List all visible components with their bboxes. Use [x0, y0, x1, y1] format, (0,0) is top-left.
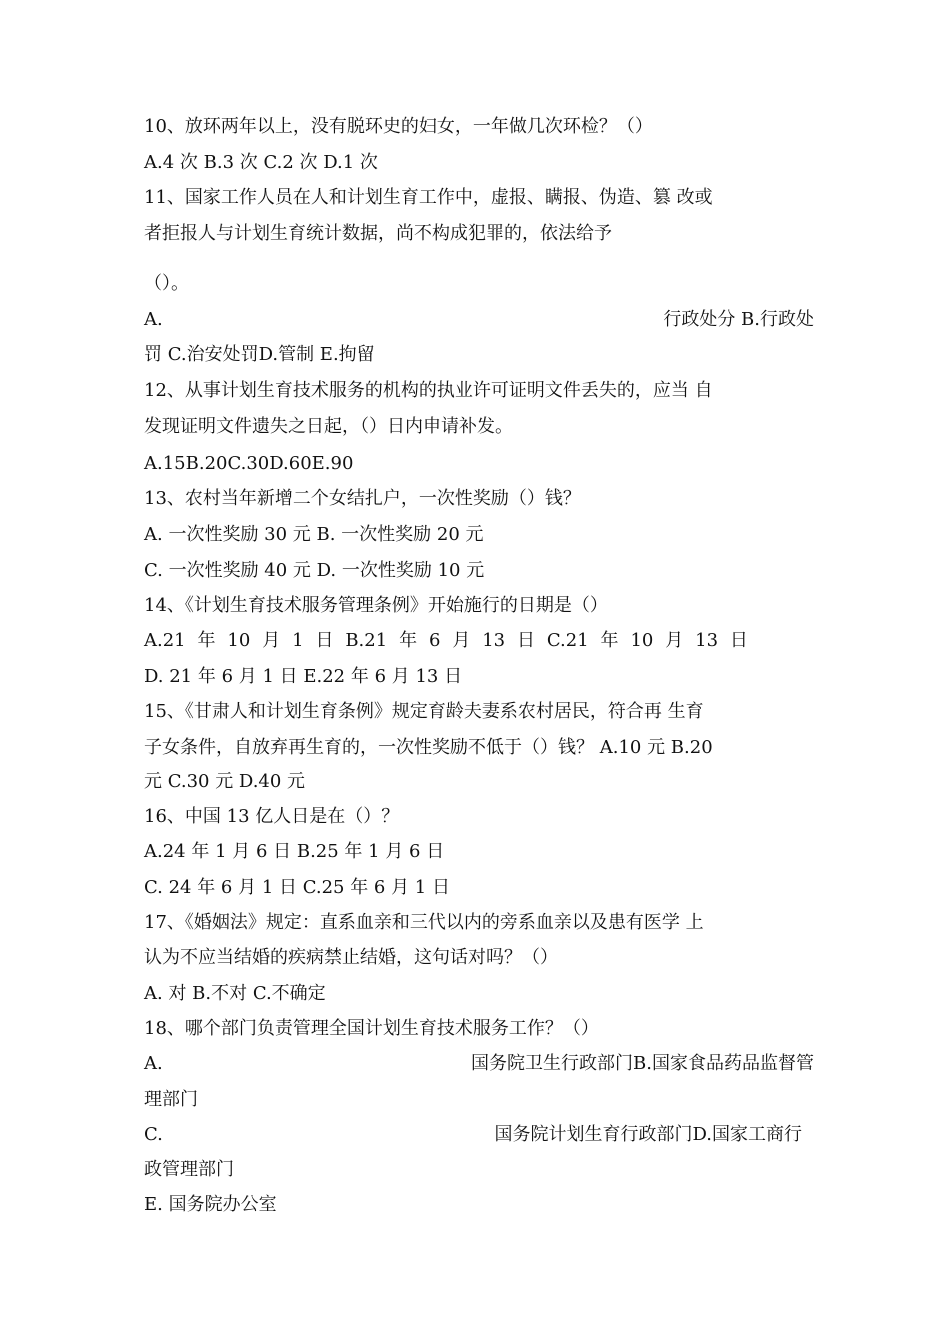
question-13-options-line-2: C. 一次性奖励 40 元 D. 一次性奖励 10 元 — [144, 560, 485, 581]
option-token: 10 — [630, 630, 654, 651]
question-18-stem: 18、哪个部门负责管理全国计划生育技术服务工作？（） — [144, 1018, 599, 1039]
question-15-options: 元 C.30 元 D.40 元 — [144, 771, 306, 792]
question-14-options-line-1 — [144, 629, 748, 653]
question-10-options: A.4 次 B.3 次 C.2 次 D.1 次 — [144, 152, 378, 173]
option-token: 月 — [452, 630, 471, 651]
option-token: 日 — [315, 630, 334, 651]
question-14-stem: 14、《计划生育技术服务管理条例》开始施行的日期是（） — [144, 595, 608, 616]
option-token: 日 — [729, 630, 748, 651]
option-token: 月 — [262, 630, 281, 651]
question-15-stem-line-2: 子女条件，自放弃再生育的，一次性奖励不低于（）钱？ A.10 元 B.20 — [144, 737, 713, 758]
option-text: 行政处分 B.行政处 — [663, 309, 814, 330]
option-token: A.21 — [144, 630, 186, 651]
option-label: A. — [144, 309, 163, 330]
question-17-stem-line-1: 17、《婚姻法》规定：直系血亲和三代以内的旁系血亲以及患有医学 上 — [144, 912, 704, 933]
question-18-options-line-3 — [144, 1123, 802, 1147]
question-18-options-line-2: 理部门 — [144, 1089, 198, 1110]
question-10-stem: 10、放环两年以上，没有脱环史的妇女，一年做几次环检？（） — [144, 116, 653, 137]
option-token: 13 — [695, 630, 719, 651]
question-13-options-line-1: A. 一次性奖励 30 元 B. 一次性奖励 20 元 — [144, 524, 484, 545]
option-text: 国务院计划生育行政部门D.国家工商行 — [494, 1124, 802, 1145]
question-16-stem: 16、中国 13 亿人日是在（）？ — [144, 806, 400, 827]
question-18-options-line-1 — [144, 1052, 814, 1076]
question-17-stem-line-2: 认为不应当结婚的疾病禁止结婚，这句话对吗？（） — [144, 947, 558, 968]
option-token: 1 — [292, 630, 304, 651]
question-18-options-line-5: E. 国务院办公室 — [144, 1194, 277, 1215]
question-13-stem: 13、农村当年新增二个女结扎户，一次性奖励（）钱？ — [144, 488, 581, 509]
option-token: 月 — [665, 630, 684, 651]
option-token: 6 — [428, 630, 441, 651]
option-label: C. — [144, 1124, 163, 1145]
option-label: A. — [144, 1053, 163, 1074]
question-12-stem-line-2: 发现证明文件遗失之日起，（）日内申请补发。 — [144, 416, 513, 437]
question-16-options-line-1: A.24 年 1 月 6 日 B.25 年 1 月 6 日 — [144, 841, 445, 862]
question-11-stem-line-1: 11、国家工作人员在人和计划生育工作中，虚报、瞒报、伪造、篡 改或 — [144, 187, 713, 208]
option-token: 年 — [600, 630, 619, 651]
question-11-stem-line-3: （）。 — [144, 273, 189, 294]
question-17-options: A. 对 B.不对 C.不确定 — [144, 983, 326, 1004]
question-14-options-line-2: D. 21 年 6 月 1 日 E.22 年 6 月 13 日 — [144, 666, 463, 687]
question-11-stem-line-2: 者拒报人与计划生育统计数据，尚不构成犯罪的，依法给予 — [144, 223, 612, 244]
option-token: C.21 — [546, 630, 589, 651]
question-16-options-line-2: C. 24 年 6 月 1 日 C.25 年 6 月 1 日 — [144, 877, 450, 898]
question-12-stem-line-1: 12、从事计划生育技术服务的机构的执业许可证明文件丢失的，应当 自 — [144, 380, 713, 401]
question-12-options: A.15B.20C.30D.60E.90 — [144, 453, 354, 474]
option-token: B.21 — [345, 630, 388, 651]
question-15-stem-line-1: 15、《甘肃人和计划生育条例》规定育龄夫妻系农村居民，符合再 生育 — [144, 701, 704, 722]
option-token: 10 — [227, 630, 251, 651]
option-token: 13 — [482, 630, 506, 651]
question-11-options-line-2: 罚 C.治安处罚D.管制 E.拘留 — [144, 344, 375, 365]
option-text: 国务院卫生行政部门B.国家食品药品监督管 — [471, 1053, 814, 1074]
question-11-options-line-1 — [144, 308, 814, 332]
option-token: 年 — [197, 630, 216, 651]
option-token: 年 — [399, 630, 418, 651]
question-18-options-line-4: 政管理部门 — [144, 1159, 234, 1180]
option-token: 日 — [517, 630, 535, 651]
